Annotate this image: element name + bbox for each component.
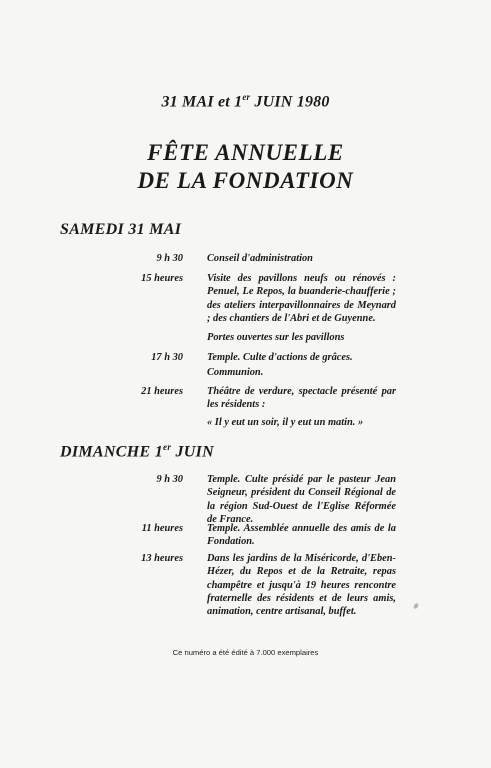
entry-description: Théâtre de verdure, spectacle présenté par les résidents : « Il y eut un soir, il y eut un matin. » [207, 386, 396, 428]
entry-description: Conseil d'administration [207, 253, 313, 264]
entry-time: 11 heures [141, 523, 183, 534]
entry-description: Temple. Culte d'actions de grâces. Communion. [207, 352, 353, 379]
print-run-note: Ce numéro a été édité à 7.000 exemplaires [172, 648, 319, 657]
paper-speck [413, 602, 419, 609]
page-title-line1: FÊTE ANNUELLE [147, 140, 344, 165]
entry-time: 21 heures [141, 386, 183, 397]
entry-time: 15 heures [141, 273, 183, 284]
page-title-line2: DE LA FONDATION [137, 168, 354, 193]
entry-time: 9 h 30 [156, 474, 183, 485]
event-dates: 31 MAI et 1er JUIN 1980 [161, 92, 330, 111]
entry-description: Visite des pavillons neufs ou rénovés : Penuel, Le Repos, la buanderie-chaufferie ; des ateliers interpavillonnaires de Meynard ; des chantiers de l'Abri et de Guyenne. Portes ouvertes sur les pavillons [207, 273, 396, 344]
entry-time: 13 heures [141, 553, 183, 564]
saturday-heading: SAMEDI 31 MAI [60, 221, 182, 238]
entry-time: 9 h 30 [156, 253, 183, 264]
entry-description: Dans les jardins de la Miséricorde, d'Eben-Hézer, du Repos et de la Retraite, repas champêtre et jusqu'à 19 heures rencontre fraternelle des résidents et de leurs amis, animation, centre artisanal, buffet. [207, 553, 396, 618]
entry-time: 17 h 30 [151, 352, 183, 363]
entry-description: Temple. Culte présidé par le pasteur Jean Seigneur, président du Conseil Régional de la région Sud-Ouest de l'Eglise Réformée de France. [207, 474, 396, 525]
entry-description: Temple. Assemblée annuelle des amis de la Fondation. [207, 523, 396, 548]
sunday-heading: DIMANCHE 1er JUIN [60, 442, 214, 461]
